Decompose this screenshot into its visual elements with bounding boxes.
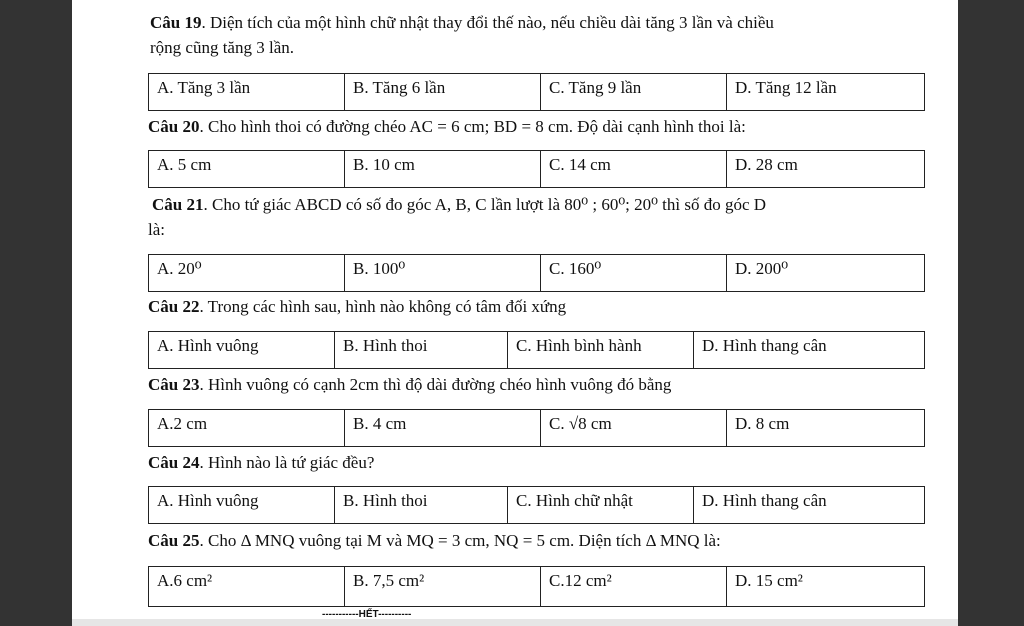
- answer-20-b[interactable]: B. 10 cm: [345, 151, 541, 188]
- question-25: Câu 25. Cho Δ MNQ vuông tại M và MQ = 3 cm, NQ = 5 cm. Diện tích Δ MNQ là:: [148, 531, 721, 550]
- answer-22-a[interactable]: A. Hình vuông: [149, 332, 335, 369]
- answer-21-a[interactable]: A. 20⁰: [149, 255, 345, 292]
- answer-24-d[interactable]: D. Hình thang cân: [694, 487, 925, 524]
- question-24: Câu 24. Hình nào là tứ giác đều?: [148, 453, 375, 472]
- answer-23-d[interactable]: D. 8 cm: [727, 410, 925, 447]
- answer-25-b[interactable]: B. 7,5 cm²: [345, 567, 541, 607]
- answer-22-c[interactable]: C. Hình bình hành: [508, 332, 694, 369]
- answers-22: [148, 331, 925, 369]
- answer-20-c[interactable]: C. 14 cm: [541, 151, 727, 188]
- answers-21: [148, 254, 925, 292]
- answer-23-b[interactable]: B. 4 cm: [345, 410, 541, 447]
- question-23: Câu 23. Hình vuông có cạnh 2cm thì độ dài đường chéo hình vuông đó bằng: [148, 375, 672, 394]
- answer-19-a[interactable]: A. Tăng 3 lần: [149, 74, 345, 111]
- answer-25-d[interactable]: D. 15 cm²: [727, 567, 925, 607]
- question-21-line1: Câu 21. Cho tứ giác ABCD có số đo góc A, B, C lần lượt là 80⁰ ; 60⁰; 20⁰ thì số đo góc D: [152, 195, 767, 214]
- answers-24: [148, 486, 925, 524]
- answers-19: [148, 73, 925, 111]
- answer-21-d[interactable]: D. 200⁰: [727, 255, 925, 292]
- question-20: Câu 20. Cho hình thoi có đường chéo AC = 6 cm; BD = 8 cm. Độ dài cạnh hình thoi là:: [148, 117, 746, 136]
- answers-25: [148, 566, 925, 607]
- answer-20-a[interactable]: A. 5 cm: [149, 151, 345, 188]
- answer-19-c[interactable]: C. Tăng 9 lần: [541, 74, 727, 111]
- answer-25-c[interactable]: C.12 cm²: [541, 567, 727, 607]
- answer-23-c[interactable]: C. √8 cm: [541, 410, 727, 447]
- answer-20-d[interactable]: D. 28 cm: [727, 151, 925, 188]
- left-dark-margin: [0, 0, 72, 626]
- answer-22-d[interactable]: D. Hình thang cân: [694, 332, 925, 369]
- question-21-line2: là:: [148, 220, 165, 239]
- answer-21-c[interactable]: C. 160⁰: [541, 255, 727, 292]
- right-dark-margin: [958, 0, 1024, 626]
- question-19-line1: Câu 19. Diện tích của một hình chữ nhật thay đổi thế nào, nếu chiều dài tăng 3 lần và chiều: [150, 13, 774, 32]
- answer-24-b[interactable]: B. Hình thoi: [335, 487, 508, 524]
- question-22: Câu 22. Trong các hình sau, hình nào không có tâm đối xứng: [148, 297, 567, 316]
- answer-22-b[interactable]: B. Hình thoi: [335, 332, 508, 369]
- answers-20: [148, 150, 925, 188]
- answer-19-b[interactable]: B. Tăng 6 lần: [345, 74, 541, 111]
- answer-23-a[interactable]: A.2 cm: [149, 410, 345, 447]
- answer-19-d[interactable]: D. Tăng 12 lần: [727, 74, 925, 111]
- end-marker: -----------HẾT----------: [322, 609, 412, 619]
- document-page: [72, 0, 958, 619]
- question-19-line2: rộng cũng tăng 3 lần.: [150, 38, 294, 57]
- answers-23: [148, 409, 925, 447]
- bottom-page-edge: [72, 619, 958, 626]
- answer-21-b[interactable]: B. 100⁰: [345, 255, 541, 292]
- answer-25-a[interactable]: A.6 cm²: [149, 567, 345, 607]
- answer-24-a[interactable]: A. Hình vuông: [149, 487, 335, 524]
- answer-24-c[interactable]: C. Hình chữ nhật: [508, 487, 694, 524]
